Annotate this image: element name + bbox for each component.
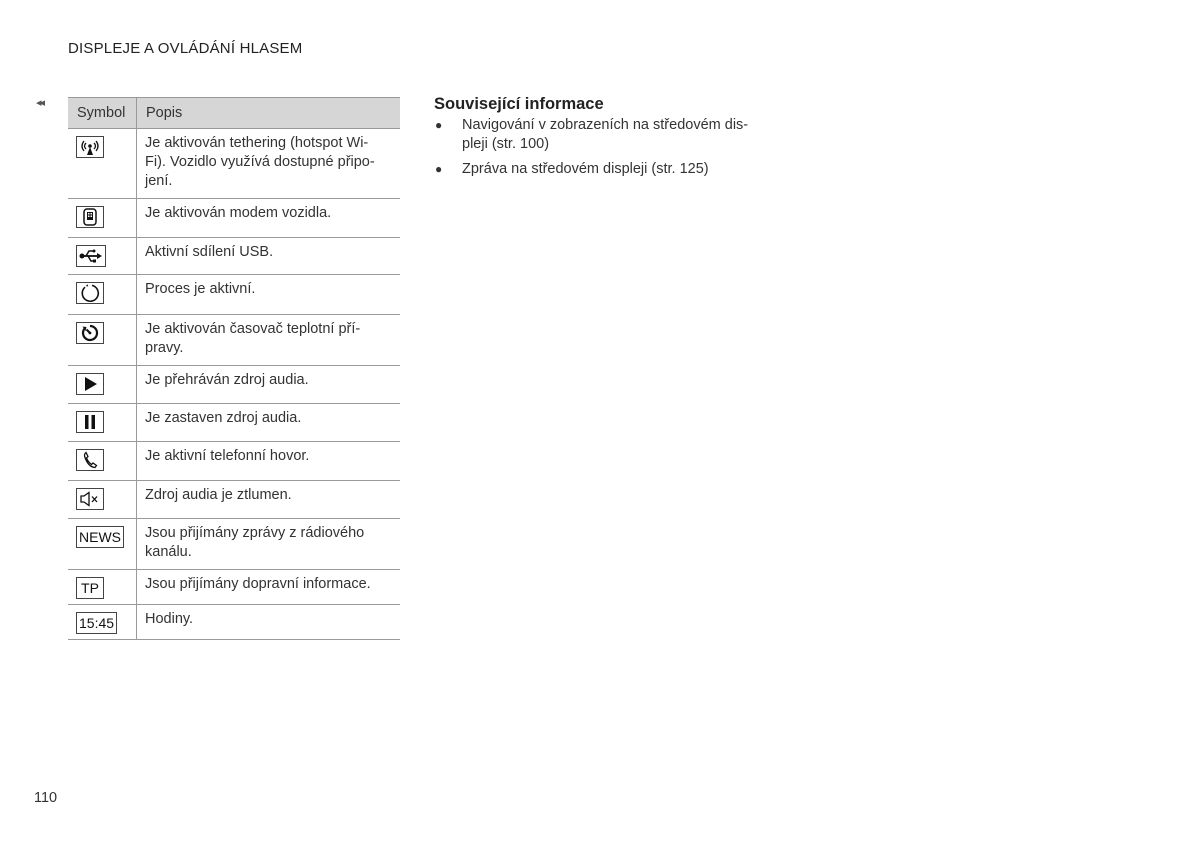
timer-icon <box>76 322 104 344</box>
description-cell: Jsou přijímány dopravní informace. <box>137 570 401 605</box>
table-row <box>68 442 400 481</box>
play-icon <box>76 373 104 395</box>
process-icon <box>76 282 104 304</box>
description-cell: Je přehráván zdroj audia. <box>137 366 401 404</box>
description-cell: Zdroj audia je ztlumen. <box>137 481 401 519</box>
symbol-cell <box>68 404 137 442</box>
table-row <box>68 129 400 199</box>
symbol-cell <box>68 481 137 519</box>
hotspot-icon <box>76 136 104 158</box>
table-row <box>68 199 400 238</box>
description-cell: Proces je aktivní. <box>137 275 401 315</box>
page-header-title: DISPLEJE A OVLÁDÁNÍ HLASEM <box>68 40 303 57</box>
tp-icon: TP <box>76 577 104 599</box>
pause-icon <box>76 411 104 433</box>
related-link-text[interactable]: Navigování v zobrazeních na středovém dis- pleji (str. 100) <box>462 117 749 152</box>
description-cell: Je zastaven zdroj audia. <box>137 404 401 442</box>
column-header-symbol: Symbol <box>68 98 137 129</box>
symbol-cell <box>68 519 137 570</box>
description-cell: Jsou přijímány zprávy z rádiového kanálu. <box>137 519 401 570</box>
bullet-icon: ● <box>435 162 443 176</box>
description-cell: Je aktivní telefonní hovor. <box>137 442 401 481</box>
symbol-cell <box>68 238 137 275</box>
related-link-text[interactable]: Zpráva na středovém displeji (str. 125) <box>462 161 709 177</box>
news-icon: NEWS <box>76 526 124 548</box>
table-row <box>68 404 400 442</box>
table-row <box>68 238 400 275</box>
symbol-cell <box>68 129 137 199</box>
table-row <box>68 570 400 605</box>
phone-icon <box>76 449 104 471</box>
symbol-table <box>68 97 400 640</box>
table-row <box>68 481 400 519</box>
symbol-cell <box>68 275 137 315</box>
related-info-section <box>434 95 764 185</box>
related-info-item[interactable] <box>434 116 764 154</box>
mute-icon <box>76 488 104 510</box>
related-info-list <box>434 116 764 179</box>
related-info-item[interactable] <box>434 160 764 179</box>
description-cell: Je aktivován modem vozidla. <box>137 199 401 238</box>
description-cell: Aktivní sdílení USB. <box>137 238 401 275</box>
table-row <box>68 519 400 570</box>
table-row <box>68 275 400 315</box>
page-number: 110 <box>34 790 58 806</box>
description-cell: Je aktivován časovač teplotní pří- pravy. <box>137 315 401 366</box>
bullet-icon: ● <box>435 118 443 132</box>
description-cell: Hodiny. <box>137 605 401 640</box>
symbol-cell <box>68 315 137 366</box>
symbol-cell <box>68 442 137 481</box>
table-header-row <box>68 98 400 129</box>
symbol-cell <box>68 605 137 640</box>
table-row <box>68 315 400 366</box>
column-header-description: Popis <box>137 98 401 129</box>
description-cell: Je aktivován tethering (hotspot Wi- Fi). Vozidlo využívá dostupné připo- jení. <box>137 129 401 199</box>
usb-icon <box>76 245 106 267</box>
related-info-heading: Související informace <box>434 95 604 113</box>
symbol-cell <box>68 199 137 238</box>
table-row <box>68 605 400 640</box>
symbol-cell <box>68 570 137 605</box>
table-row <box>68 366 400 404</box>
modem-icon <box>76 206 104 228</box>
symbol-cell <box>68 366 137 404</box>
continuation-arrows-icon: ◂◂ <box>36 97 44 109</box>
clock-icon: 15:45 <box>76 612 117 634</box>
table-body <box>68 129 400 640</box>
